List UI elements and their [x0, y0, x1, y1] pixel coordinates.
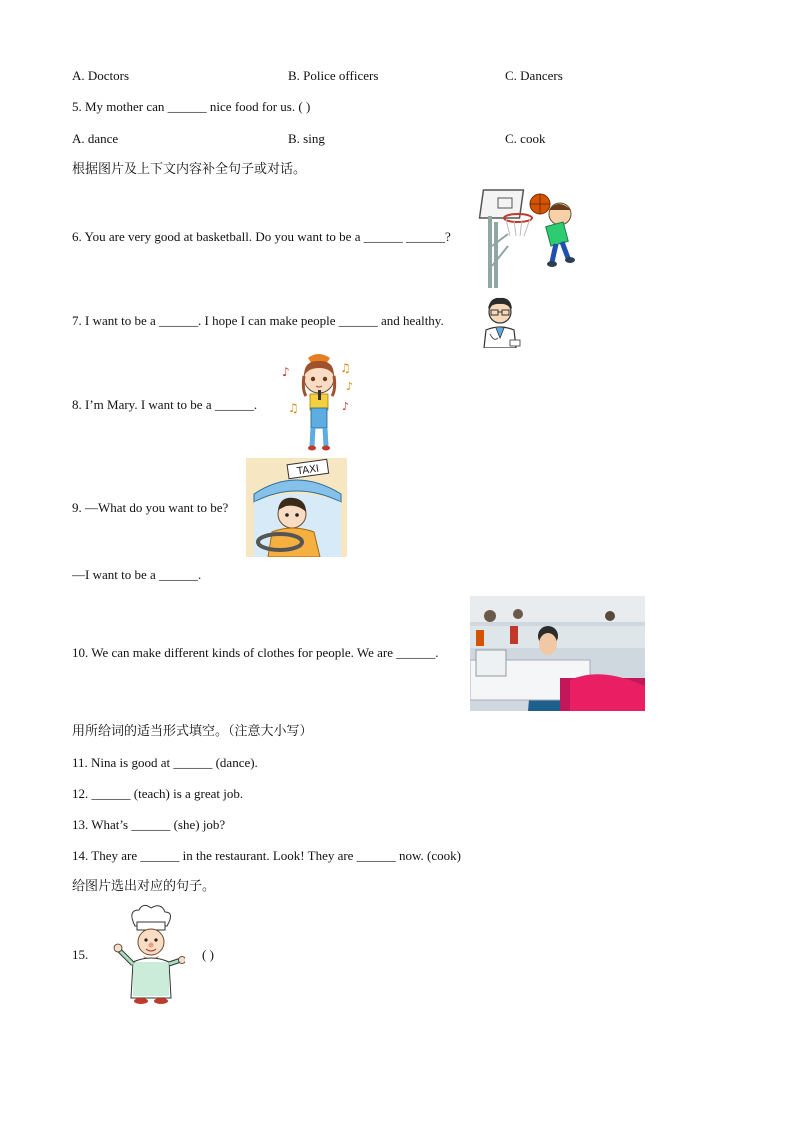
q5-option-b: B. sing	[288, 131, 325, 146]
q5-stem: 5. My mother can ______ nice food for us. ( )	[72, 99, 311, 114]
svg-text:♫: ♫	[288, 401, 299, 415]
question-11: 11. Nina is good at ______ (dance).	[72, 755, 258, 770]
question-9: 9. —What do you want to be?	[72, 500, 229, 515]
question-12: 12. ______ (teach) is a great job.	[72, 786, 244, 801]
section-heading-match-pictures: 给图片选出对应的句子。	[72, 879, 216, 894]
doctor-image	[478, 294, 522, 348]
question-15-number: 15.	[72, 947, 89, 962]
svg-text:♫: ♫	[340, 361, 351, 375]
question-9-answer: —I want to be a ______.	[72, 567, 202, 582]
svg-text:♪: ♪	[282, 365, 290, 379]
question-8: 8. I’m Mary. I want to be a ______.	[72, 397, 258, 412]
q4-option-a: A. Doctors	[72, 68, 130, 83]
tailor-factory-photo	[470, 596, 645, 711]
chef-image	[113, 904, 185, 1004]
svg-text:♪: ♪	[346, 380, 354, 393]
section-heading-complete: 根据图片及上下文内容补全句子或对话。	[72, 162, 307, 177]
taxi-driver-image	[246, 458, 347, 557]
section-heading-fill-blanks: 用所给词的适当形式填空。（注意大小写）	[72, 724, 313, 739]
taxi-sign: TAXI	[296, 463, 320, 478]
question-14: 14. They are ______ in the restaurant. Look! They are ______ now. (cook)	[72, 848, 461, 863]
question-6: 6. You are very good at basketball. Do you want to be a ______ ______?	[72, 229, 451, 244]
q4-option-b: B. Police officers	[288, 68, 379, 83]
question-10: 10. We can make different kinds of clothes for people. We are ______.	[72, 645, 439, 660]
svg-text:♪: ♪	[342, 400, 350, 413]
singer-girl-image	[280, 350, 356, 454]
q4-option-c: C. Dancers	[505, 68, 563, 83]
basketball-player-image	[478, 186, 582, 290]
question-7: 7. I want to be a ______. I hope I can make people ______ and healthy.	[72, 313, 444, 328]
q5-option-a: A. dance	[72, 131, 119, 146]
q5-option-c: C. cook	[505, 131, 546, 146]
question-15-answer-bracket: ( )	[202, 947, 214, 962]
question-13: 13. What’s ______ (she) job?	[72, 817, 226, 832]
